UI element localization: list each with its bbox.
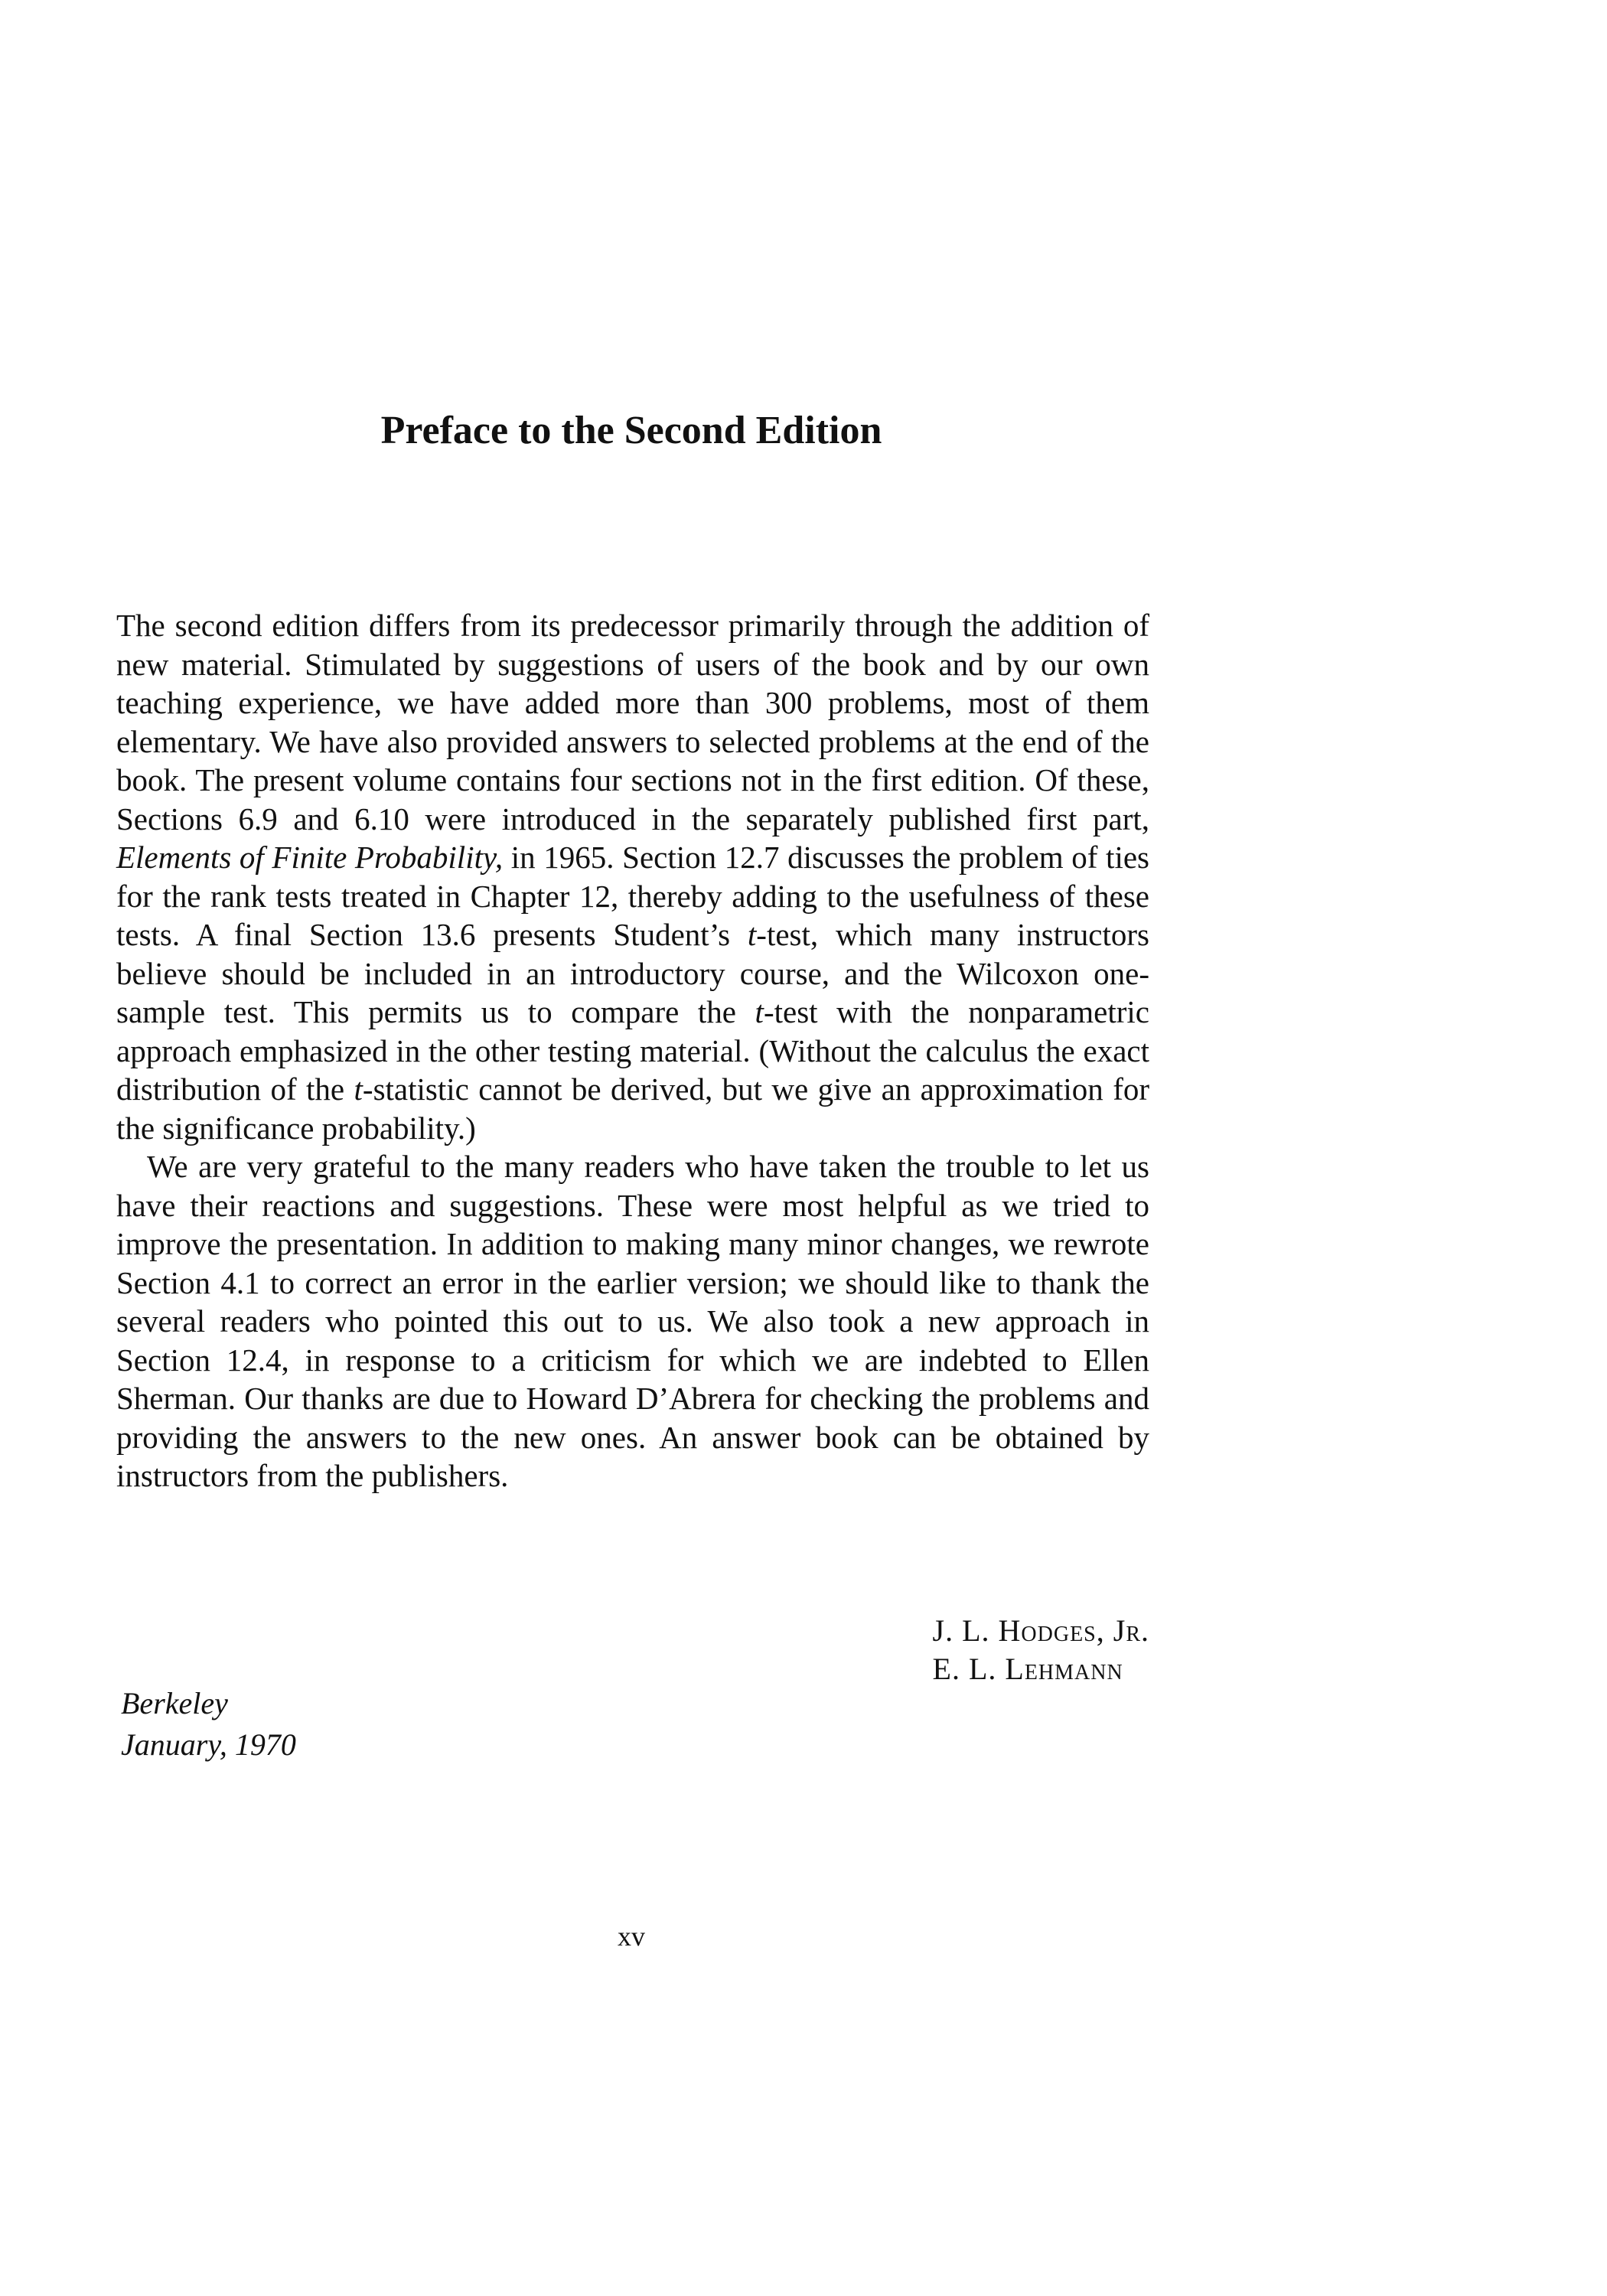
t-symbol: t: [755, 994, 764, 1029]
page-number: xv: [618, 1921, 645, 1952]
paragraph-1-text-e: -statistic cannot be derived, but we give an approximation for the significance probability.): [116, 1071, 1150, 1146]
paragraph-1: [116, 606, 1149, 1147]
paragraph-1-text-c: -test, which many instructors believe should be included in an introductory course, and the Wilcoxon one-sample test. This permits us to compare the: [116, 917, 1150, 1029]
preface-body: [116, 606, 1149, 1495]
book-title: Elements of Finite Probability,: [116, 840, 504, 875]
page-title: Preface to the Second Edition: [380, 409, 882, 452]
paragraph-1-text-d: -test with the nonparametric approach emphasized in the other testing material. (Without the calculus the exact distribution of the: [116, 994, 1149, 1107]
author-lehmann: E. L. Lehmann: [932, 1652, 1123, 1686]
author-hodges: J. L. Hodges, Jr.: [932, 1613, 1149, 1648]
place: Berkeley: [121, 1686, 228, 1720]
paragraph-1-text-b: in 1965. Section 12.7 discusses the problem of ties for the rank tests treated in Chapter 12, thereby adding to the usefulness of these tests. A final Section 13.6 presents Student’s: [116, 840, 1149, 952]
t-symbol: t: [747, 917, 757, 952]
t-symbol: t: [354, 1071, 363, 1107]
paragraph-2: We are very grateful to the many readers who have taken the trouble to let us have their reactions and suggestions. These were most helpful as we tried to improve the presentation. In addition to making many minor changes, we rewrote Section 4.1 to correct an error in the earlier version; we should like to thank the several readers who pointed this out to us. We also took a new approach in Section 12.4, in response to a criticism for which we are indebted to Ellen Sherman. Our thanks are due to Howard D’Abrera for checking the problems and providing the answers to the new ones. An answer book can be obtained by instructors from the publishers.: [116, 1149, 1149, 1493]
place-date: [121, 1683, 296, 1766]
author-signatures: [933, 1612, 1149, 1688]
date: January, 1970: [121, 1727, 296, 1762]
paragraph-1-text-a: The second edition differs from its predecessor primarily through the addition of new material. Stimulated by suggestions of users of the book and by our own teaching experience, we have added more than 300 problems, most of them elementary. We have also provided answers to selected problems at the end of the book. The present volume contains four sections not in the first edition. Of these, Sections 6.9 and 6.10 were introduced in the separately published first part,: [116, 608, 1149, 837]
